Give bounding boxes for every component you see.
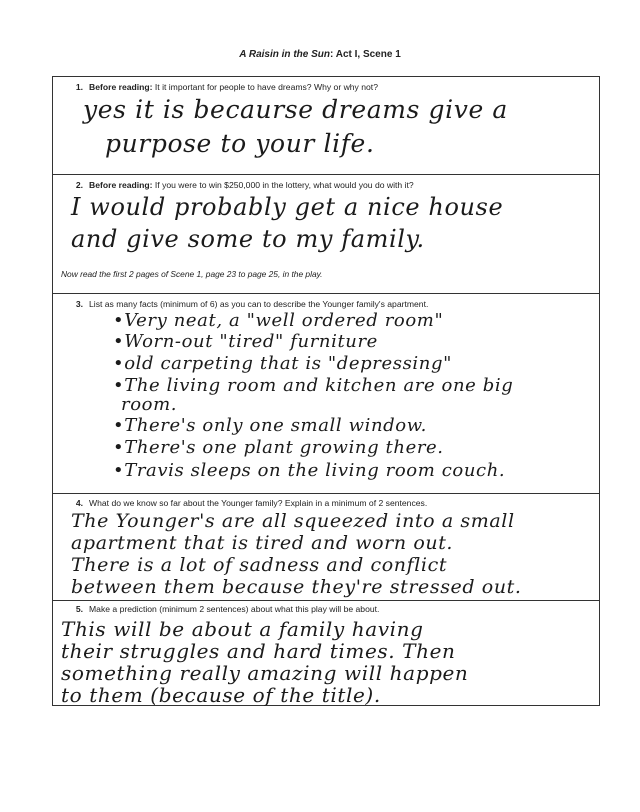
answer-line: and give some to my family. bbox=[71, 225, 425, 253]
answer-line: something really amazing will happen bbox=[61, 661, 469, 685]
question-box-5 bbox=[53, 601, 599, 707]
answer-line: between them because they're stressed out. bbox=[71, 576, 522, 598]
worksheet-table bbox=[52, 76, 600, 706]
question-prompt-3: 3. List as many facts (minimum of 6) as you can to describe the Younger family's apartment. bbox=[75, 299, 429, 309]
answer-line: their struggles and hard times. Then bbox=[61, 639, 456, 663]
answer-line: purpose to your life. bbox=[105, 129, 375, 158]
answer-line: •There's only one small window. bbox=[113, 415, 427, 436]
question-box-1 bbox=[53, 77, 599, 175]
answer-line: •The living room and kitchen are one big bbox=[113, 375, 514, 396]
question-prompt-2: 2. Before reading: If you were to win $250,000 in the lottery, what would you do with it? bbox=[75, 180, 414, 190]
answer-line: •Travis sleeps on the living room couch. bbox=[113, 460, 506, 481]
question-box-4 bbox=[53, 494, 599, 601]
question-box-2 bbox=[53, 175, 599, 294]
question-box-3 bbox=[53, 294, 599, 494]
reading-instruction: Now read the first 2 pages of Scene 1, page 23 to page 25, in the play. bbox=[61, 269, 323, 279]
question-prompt-4: 4. What do we know so far about the Younger family? Explain in a minimum of 2 sentences. bbox=[75, 498, 428, 508]
answer-line: I would probably get a nice house bbox=[71, 193, 504, 221]
scene-label: : Act I, Scene 1 bbox=[329, 49, 401, 60]
answer-line: room. bbox=[121, 394, 178, 415]
answer-line: •There's one plant growing there. bbox=[113, 437, 444, 458]
answer-line: •Very neat, a "well ordered room" bbox=[113, 310, 444, 331]
question-prompt-5: 5. Make a prediction (minimum 2 sentences) about what this play will be about. bbox=[75, 604, 380, 614]
answer-line: This will be about a family having bbox=[61, 617, 424, 641]
answer-line: •Worn-out "tired" furniture bbox=[113, 331, 378, 352]
play-title: A Raisin in the Sun bbox=[239, 49, 330, 60]
worksheet-title bbox=[0, 49, 640, 60]
answer-line: •old carpeting that is "depressing" bbox=[113, 353, 452, 374]
answer-line: The Younger's are all squeezed into a small bbox=[71, 510, 515, 532]
answer-line: There is a lot of sadness and conflict bbox=[71, 554, 448, 576]
question-prompt-1: 1. Before reading: It it important for people to have dreams? Why or why not? bbox=[75, 82, 378, 92]
answer-line: to them (because of the title). bbox=[61, 683, 381, 707]
answer-line: yes it is becaurse dreams give a bbox=[83, 95, 508, 124]
answer-line: apartment that is tired and worn out. bbox=[71, 532, 454, 554]
